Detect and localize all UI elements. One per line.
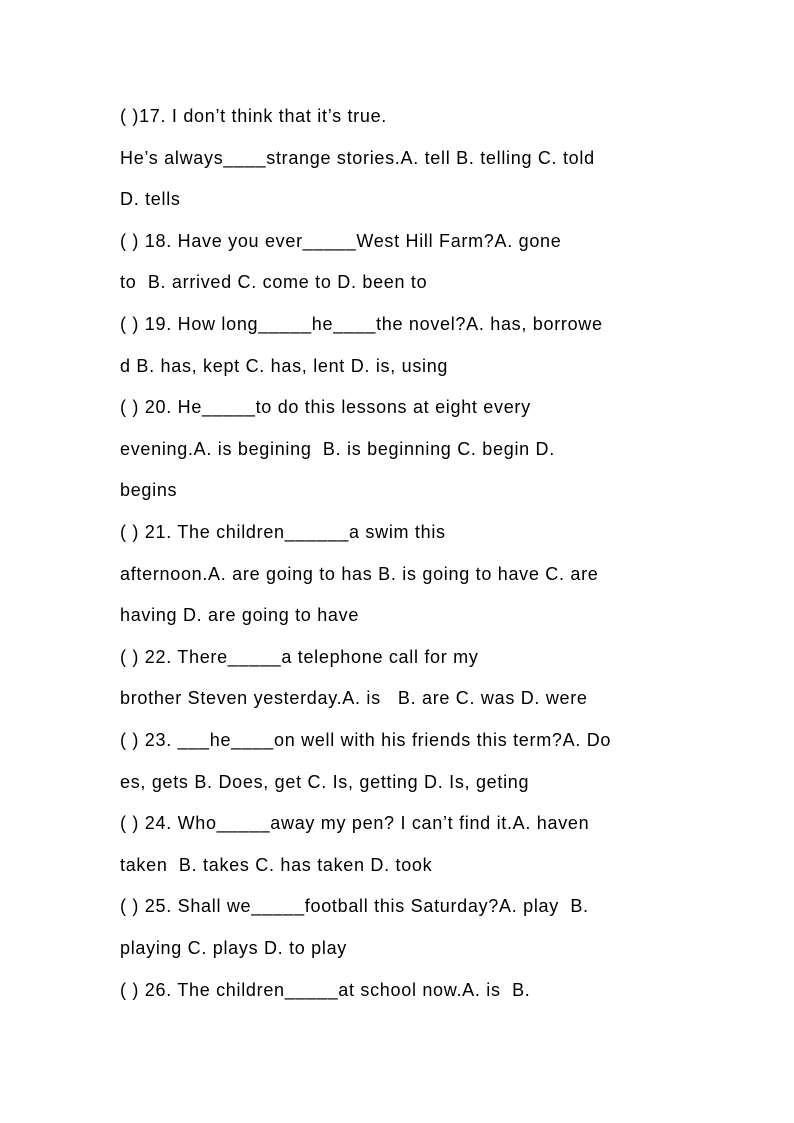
text-line: having D. are going to have	[120, 605, 360, 625]
text-line: ( ) 18. Have you ever_____West Hill Farm?A. gone	[120, 231, 562, 251]
text-line: es, gets B. Does, get C. Is, getting D. Is, geting	[120, 772, 530, 792]
text-line: playing C. plays D. to play	[120, 938, 347, 958]
text-line: He’s always____strange stories.A. tell B. telling C. told	[120, 148, 595, 168]
text-line: ( ) 19. How long_____he____the novel?A. has, borrowe	[120, 314, 603, 334]
text-line: ( ) 26. The children_____at school now.A. is B.	[120, 980, 531, 1000]
text-line: evening.A. is begining B. is beginning C. begin D.	[120, 439, 555, 459]
text-line: D. tells	[120, 189, 181, 209]
text-line: ( ) 22. There_____a telephone call for my	[120, 647, 479, 667]
text-line: brother Steven yesterday.A. is B. are C. was D. were	[120, 688, 588, 708]
text-line: afternoon.A. are going to has B. is going to have C. are	[120, 564, 599, 584]
text-line: begins	[120, 480, 178, 500]
text-line: ( ) 24. Who_____away my pen? I can’t find it.A. haven	[120, 813, 590, 833]
text-line: ( ) 21. The children______a swim this	[120, 522, 446, 542]
text-line: to B. arrived C. come to D. been to	[120, 272, 428, 292]
text-line: d B. has, kept C. has, lent D. is, using	[120, 356, 449, 376]
text-line: ( ) 20. He_____to do this lessons at eight every	[120, 397, 531, 417]
text-line: ( ) 25. Shall we_____football this Saturday?A. play B.	[120, 896, 589, 916]
text-line: ( ) 23. ___he____on well with his friends this term?A. Do	[120, 730, 612, 750]
text-line: ( )17. I don’t think that it’s true.	[120, 106, 387, 126]
text-line: taken B. takes C. has taken D. took	[120, 855, 433, 875]
